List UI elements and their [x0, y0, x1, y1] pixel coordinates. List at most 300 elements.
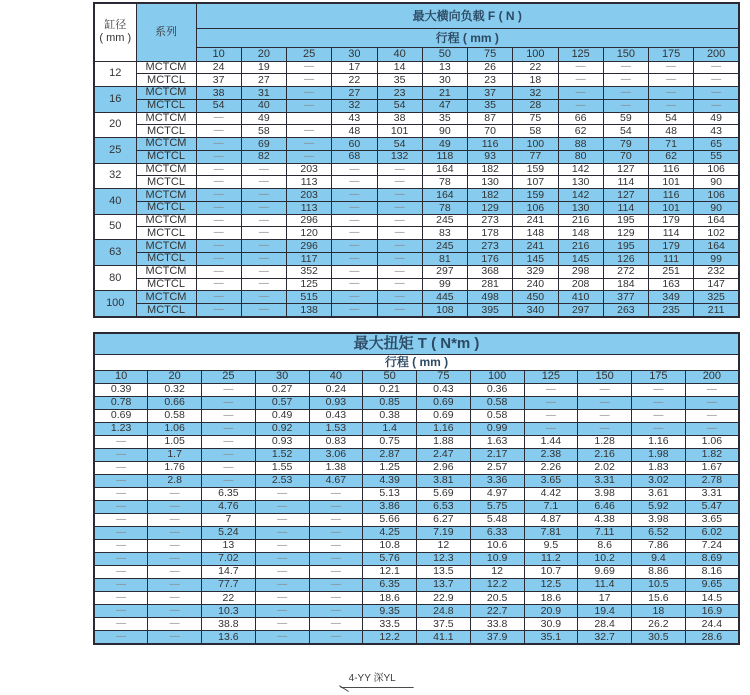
- torque-value-cell: —: [309, 526, 363, 539]
- load-value-cell: —: [196, 291, 241, 304]
- load-value-cell: —: [694, 99, 739, 112]
- torque-value-cell: 13.7: [417, 578, 471, 591]
- torque-value-cell: —: [309, 617, 363, 630]
- load-value-cell: 90: [422, 125, 467, 138]
- load-value-cell: 164: [694, 214, 739, 227]
- torque-table-row: [94, 461, 739, 474]
- series-cell: MCTCM: [136, 87, 196, 100]
- stroke-col-header: 200: [685, 370, 739, 383]
- load-value-cell: 13: [422, 61, 467, 74]
- torque-value-cell: 2.8: [148, 474, 202, 487]
- torque-value-cell: 1.06: [148, 422, 202, 435]
- torque-table-row: [94, 435, 739, 448]
- torque-value-cell: 0.57: [255, 396, 309, 409]
- torque-table-row: [94, 526, 739, 539]
- torque-value-cell: 10.3: [202, 604, 256, 617]
- torque-value-cell: 3.36: [470, 474, 524, 487]
- series-cell: MCTCM: [136, 163, 196, 176]
- load-value-cell: —: [332, 214, 377, 227]
- torque-value-cell: —: [578, 383, 632, 396]
- torque-value-cell: —: [309, 513, 363, 526]
- load-value-cell: 79: [603, 138, 648, 151]
- stroke-col-header: 20: [241, 47, 286, 61]
- load-value-cell: 298: [558, 265, 603, 278]
- load-value-cell: —: [196, 227, 241, 240]
- load-table-body: [94, 61, 739, 317]
- torque-value-cell: —: [524, 383, 578, 396]
- torque-value-cell: 9.65: [685, 578, 739, 591]
- torque-value-cell: 22: [202, 591, 256, 604]
- torque-value-cell: —: [148, 617, 202, 630]
- torque-value-cell: —: [255, 604, 309, 617]
- torque-table-row: [94, 474, 739, 487]
- stroke-col-header: 20: [148, 370, 202, 383]
- torque-value-cell: 5.13: [363, 487, 417, 500]
- torque-value-cell: 12: [470, 565, 524, 578]
- torque-value-cell: —: [255, 630, 309, 644]
- torque-value-cell: 33.8: [470, 617, 524, 630]
- stroke-col-header: 175: [649, 47, 694, 61]
- load-value-cell: 164: [694, 240, 739, 253]
- load-value-cell: 77: [513, 150, 558, 163]
- torque-value-cell: 0.66: [148, 396, 202, 409]
- torque-table-row: [94, 565, 739, 578]
- bore-header-line2: ( mm ): [99, 32, 132, 45]
- torque-value-cell: 22.9: [417, 591, 471, 604]
- load-value-cell: 82: [241, 150, 286, 163]
- load-value-cell: 80: [558, 150, 603, 163]
- torque-value-cell: —: [524, 409, 578, 422]
- load-value-cell: 208: [558, 278, 603, 291]
- torque-value-cell: —: [202, 409, 256, 422]
- load-value-cell: —: [377, 189, 422, 202]
- torque-value-cell: 7.19: [417, 526, 471, 539]
- lateral-load-table: [93, 2, 740, 318]
- torque-value-cell: 17: [578, 591, 632, 604]
- torque-value-cell: 24.4: [685, 617, 739, 630]
- load-value-cell: 78: [422, 176, 467, 189]
- load-value-cell: 59: [603, 112, 648, 125]
- torque-value-cell: 1.67: [685, 461, 739, 474]
- torque-value-cell: 11.4: [578, 578, 632, 591]
- torque-value-cell: —: [255, 578, 309, 591]
- load-value-cell: 99: [422, 278, 467, 291]
- torque-value-cell: 12.2: [470, 578, 524, 591]
- torque-value-cell: 4.39: [363, 474, 417, 487]
- stroke-col-header: 75: [417, 370, 471, 383]
- torque-value-cell: 12.5: [524, 578, 578, 591]
- load-value-cell: 30: [422, 74, 467, 87]
- torque-value-cell: 18.6: [524, 591, 578, 604]
- torque-table-header: [94, 333, 739, 383]
- load-value-cell: 22: [332, 74, 377, 87]
- load-value-cell: 71: [649, 138, 694, 151]
- load-value-cell: 48: [649, 125, 694, 138]
- load-value-cell: 272: [603, 265, 648, 278]
- torque-value-cell: 2.53: [255, 474, 309, 487]
- torque-value-cell: 28.6: [685, 630, 739, 644]
- torque-value-cell: 10.6: [470, 539, 524, 552]
- torque-value-cell: 7.11: [578, 526, 632, 539]
- load-value-cell: 245: [422, 214, 467, 227]
- load-value-cell: 126: [603, 252, 648, 265]
- torque-value-cell: 3.98: [632, 513, 686, 526]
- load-value-cell: 106: [513, 201, 558, 214]
- torque-table-row: [94, 539, 739, 552]
- load-value-cell: [287, 112, 332, 125]
- torque-value-cell: 22.7: [470, 604, 524, 617]
- load-value-cell: 23: [377, 87, 422, 100]
- load-value-cell: —: [558, 87, 603, 100]
- load-value-cell: 120: [287, 227, 332, 240]
- torque-value-cell: 0.83: [309, 435, 363, 448]
- load-value-cell: 99: [694, 252, 739, 265]
- stroke-col-header: 175: [632, 370, 686, 383]
- load-value-cell: —: [377, 201, 422, 214]
- load-value-cell: 87: [468, 112, 513, 125]
- torque-value-cell: —: [202, 461, 256, 474]
- torque-value-cell: —: [632, 383, 686, 396]
- torque-value-cell: —: [94, 552, 148, 565]
- torque-value-cell: 9.4: [632, 552, 686, 565]
- torque-value-cell: —: [94, 500, 148, 513]
- torque-value-cell: 0.21: [363, 383, 417, 396]
- stroke-col-header: 30: [332, 47, 377, 61]
- torque-value-cell: 0.58: [470, 396, 524, 409]
- load-table-row: [94, 227, 739, 240]
- load-value-cell: 113: [287, 201, 332, 214]
- load-value-cell: 179: [649, 214, 694, 227]
- torque-value-cell: 0.85: [363, 396, 417, 409]
- torque-value-cell: —: [255, 591, 309, 604]
- series-cell: MCTCM: [136, 61, 196, 74]
- torque-value-cell: —: [148, 578, 202, 591]
- bore-cell: 63: [94, 240, 136, 266]
- series-header: 系列: [136, 3, 196, 61]
- torque-value-cell: 13: [202, 539, 256, 552]
- torque-value-cell: 0.43: [417, 383, 471, 396]
- series-cell: MCTCM: [136, 214, 196, 227]
- load-value-cell: —: [694, 61, 739, 74]
- torque-value-cell: —: [255, 487, 309, 500]
- load-value-cell: —: [287, 99, 332, 112]
- torque-value-cell: 12.1: [363, 565, 417, 578]
- torque-value-cell: 6.53: [417, 500, 471, 513]
- stroke-col-header: 75: [468, 47, 513, 61]
- torque-table-row: [94, 500, 739, 513]
- torque-value-cell: 7.1: [524, 500, 578, 513]
- load-value-cell: 68: [332, 150, 377, 163]
- torque-value-cell: 41.1: [417, 630, 471, 644]
- load-value-cell: 147: [694, 278, 739, 291]
- torque-value-cell: —: [309, 552, 363, 565]
- load-value-cell: 297: [558, 304, 603, 317]
- load-value-cell: 145: [558, 252, 603, 265]
- load-value-cell: —: [558, 99, 603, 112]
- load-value-cell: —: [649, 87, 694, 100]
- torque-value-cell: —: [309, 604, 363, 617]
- torque-value-cell: 1.76: [148, 461, 202, 474]
- load-value-cell: 410: [558, 291, 603, 304]
- torque-value-cell: 5.69: [417, 487, 471, 500]
- load-value-cell: 164: [422, 189, 467, 202]
- torque-value-cell: 0.27: [255, 383, 309, 396]
- torque-value-cell: 0.92: [255, 422, 309, 435]
- load-value-cell: 70: [468, 125, 513, 138]
- torque-value-cell: —: [255, 526, 309, 539]
- load-value-cell: 216: [558, 214, 603, 227]
- stroke-col-header: 50: [363, 370, 417, 383]
- load-table-row: [94, 125, 739, 138]
- load-value-cell: 54: [377, 138, 422, 151]
- load-value-cell: 445: [422, 291, 467, 304]
- load-value-cell: —: [332, 176, 377, 189]
- load-value-cell: 70: [603, 150, 648, 163]
- torque-value-cell: 2.78: [685, 474, 739, 487]
- load-value-cell: 27: [332, 87, 377, 100]
- load-value-cell: 195: [603, 214, 648, 227]
- torque-value-cell: 2.02: [578, 461, 632, 474]
- torque-value-cell: 0.69: [417, 409, 471, 422]
- torque-value-cell: 1.55: [255, 461, 309, 474]
- torque-value-cell: 14.7: [202, 565, 256, 578]
- stroke-col-header: 100: [470, 370, 524, 383]
- load-value-cell: 273: [468, 240, 513, 253]
- load-value-cell: 130: [558, 176, 603, 189]
- load-value-cell: 106: [694, 189, 739, 202]
- torque-value-cell: 1.28: [578, 435, 632, 448]
- torque-table-row: [94, 422, 739, 435]
- stroke-col-header: 125: [558, 47, 603, 61]
- torque-value-cell: 6.52: [632, 526, 686, 539]
- stroke-col-header: 40: [377, 47, 422, 61]
- load-table-row: [94, 87, 739, 100]
- load-value-cell: 35: [377, 74, 422, 87]
- load-value-cell: —: [332, 252, 377, 265]
- load-value-cell: —: [196, 176, 241, 189]
- torque-title: 最大扭矩 T ( N*m ): [94, 333, 739, 354]
- torque-value-cell: 1.82: [685, 448, 739, 461]
- torque-value-cell: —: [148, 552, 202, 565]
- load-value-cell: 26: [468, 61, 513, 74]
- torque-value-cell: 6.46: [578, 500, 632, 513]
- torque-value-cell: —: [148, 500, 202, 513]
- torque-value-cell: —: [94, 617, 148, 630]
- bore-cell: 20: [94, 112, 136, 138]
- load-value-cell: 296: [287, 240, 332, 253]
- load-table-row: [94, 304, 739, 317]
- load-value-cell: 100: [513, 138, 558, 151]
- torque-value-cell: 4.76: [202, 500, 256, 513]
- load-table-row: [94, 163, 739, 176]
- torque-value-cell: —: [632, 422, 686, 435]
- series-cell: MCTCM: [136, 189, 196, 202]
- load-value-cell: 47: [422, 99, 467, 112]
- load-value-cell: 90: [694, 176, 739, 189]
- load-value-cell: —: [603, 61, 648, 74]
- torque-value-cell: 2.17: [470, 448, 524, 461]
- torque-value-cell: 1.23: [94, 422, 148, 435]
- torque-value-cell: 6.35: [202, 487, 256, 500]
- torque-value-cell: 12.3: [417, 552, 471, 565]
- torque-value-cell: 10.5: [632, 578, 686, 591]
- torque-value-cell: 0.99: [470, 422, 524, 435]
- load-value-cell: 78: [422, 201, 467, 214]
- torque-value-cell: 3.86: [363, 500, 417, 513]
- load-value-cell: 18: [513, 74, 558, 87]
- load-table-row: [94, 99, 739, 112]
- torque-value-cell: 7.02: [202, 552, 256, 565]
- load-value-cell: 62: [649, 150, 694, 163]
- load-value-cell: 101: [377, 125, 422, 138]
- load-value-cell: 23: [468, 74, 513, 87]
- load-value-cell: —: [649, 74, 694, 87]
- bore-cell: 50: [94, 214, 136, 240]
- load-value-cell: —: [332, 163, 377, 176]
- bore-cell: 12: [94, 61, 136, 87]
- load-value-cell: 21: [422, 87, 467, 100]
- torque-value-cell: 2.38: [524, 448, 578, 461]
- load-value-cell: 203: [287, 189, 332, 202]
- torque-value-cell: 9.69: [578, 565, 632, 578]
- bore-cell: 25: [94, 138, 136, 164]
- load-value-cell: —: [332, 265, 377, 278]
- torque-value-cell: —: [685, 409, 739, 422]
- load-value-cell: 148: [558, 227, 603, 240]
- bore-cell: 80: [94, 265, 136, 291]
- load-value-cell: 101: [649, 176, 694, 189]
- load-value-cell: 37: [196, 74, 241, 87]
- torque-value-cell: 8.69: [685, 552, 739, 565]
- torque-value-cell: 5.24: [202, 526, 256, 539]
- load-value-cell: —: [332, 240, 377, 253]
- torque-value-cell: —: [94, 526, 148, 539]
- load-value-cell: 178: [468, 227, 513, 240]
- load-table-row: [94, 189, 739, 202]
- load-value-cell: —: [196, 278, 241, 291]
- torque-table-row: [94, 487, 739, 500]
- load-value-cell: 88: [558, 138, 603, 151]
- load-value-cell: —: [196, 265, 241, 278]
- torque-value-cell: —: [202, 383, 256, 396]
- torque-value-cell: 13.6: [202, 630, 256, 644]
- load-value-cell: —: [332, 278, 377, 291]
- load-value-cell: 216: [558, 240, 603, 253]
- torque-value-cell: 1.16: [632, 435, 686, 448]
- series-cell: MCTCL: [136, 125, 196, 138]
- load-value-cell: —: [287, 74, 332, 87]
- load-value-cell: 35: [468, 99, 513, 112]
- torque-value-cell: 6.35: [363, 578, 417, 591]
- torque-value-cell: 7.24: [685, 539, 739, 552]
- torque-value-cell: —: [202, 474, 256, 487]
- load-value-cell: —: [377, 265, 422, 278]
- torque-value-cell: 4.42: [524, 487, 578, 500]
- torque-value-cell: 0.93: [255, 435, 309, 448]
- load-value-cell: 107: [513, 176, 558, 189]
- load-value-cell: 38: [377, 112, 422, 125]
- load-value-cell: 340: [513, 304, 558, 317]
- torque-value-cell: —: [685, 383, 739, 396]
- load-value-cell: 245: [422, 240, 467, 253]
- load-value-cell: —: [649, 61, 694, 74]
- torque-table-row: [94, 578, 739, 591]
- load-value-cell: —: [241, 227, 286, 240]
- torque-value-cell: —: [202, 396, 256, 409]
- load-value-cell: 273: [468, 214, 513, 227]
- load-value-cell: 117: [287, 252, 332, 265]
- load-value-cell: —: [241, 291, 286, 304]
- load-value-cell: 240: [513, 278, 558, 291]
- load-value-cell: 116: [468, 138, 513, 151]
- torque-value-cell: —: [94, 604, 148, 617]
- torque-value-cell: 3.02: [632, 474, 686, 487]
- load-value-cell: —: [241, 278, 286, 291]
- torque-value-cell: 3.98: [578, 487, 632, 500]
- load-value-cell: 515: [287, 291, 332, 304]
- load-value-cell: —: [196, 240, 241, 253]
- torque-value-cell: 16.9: [685, 604, 739, 617]
- load-value-cell: 296: [287, 214, 332, 227]
- torque-value-cell: 12: [417, 539, 471, 552]
- torque-value-cell: 20.9: [524, 604, 578, 617]
- torque-value-cell: —: [94, 513, 148, 526]
- torque-value-cell: 28.4: [578, 617, 632, 630]
- torque-value-cell: —: [578, 396, 632, 409]
- load-value-cell: 145: [513, 252, 558, 265]
- load-value-cell: 66: [558, 112, 603, 125]
- load-value-cell: 43: [332, 112, 377, 125]
- torque-value-cell: 1.7: [148, 448, 202, 461]
- load-value-cell: 55: [694, 150, 739, 163]
- torque-value-cell: 5.92: [632, 500, 686, 513]
- torque-value-cell: 4.38: [578, 513, 632, 526]
- load-value-cell: 43: [694, 125, 739, 138]
- load-value-cell: —: [241, 214, 286, 227]
- load-value-cell: 58: [513, 125, 558, 138]
- load-value-cell: —: [603, 99, 648, 112]
- torque-value-cell: 6.02: [685, 526, 739, 539]
- torque-value-cell: —: [94, 435, 148, 448]
- stroke-col-header: 10: [196, 47, 241, 61]
- torque-value-cell: 6.33: [470, 526, 524, 539]
- torque-value-cell: 1.44: [524, 435, 578, 448]
- torque-table-row: [94, 604, 739, 617]
- torque-value-cell: 4.25: [363, 526, 417, 539]
- series-cell: MCTCL: [136, 252, 196, 265]
- load-value-cell: 38: [196, 87, 241, 100]
- torque-value-cell: —: [148, 539, 202, 552]
- load-value-cell: 69: [241, 138, 286, 151]
- series-cell: MCTCL: [136, 304, 196, 317]
- torque-value-cell: —: [148, 526, 202, 539]
- load-value-cell: 263: [603, 304, 648, 317]
- torque-value-cell: 2.96: [417, 461, 471, 474]
- load-value-cell: 159: [513, 189, 558, 202]
- load-value-cell: 281: [468, 278, 513, 291]
- load-table-row: [94, 150, 739, 163]
- series-cell: MCTCM: [136, 138, 196, 151]
- torque-value-cell: —: [255, 539, 309, 552]
- series-cell: MCTCL: [136, 201, 196, 214]
- load-value-cell: 377: [603, 291, 648, 304]
- stroke-col-header: 25: [202, 370, 256, 383]
- load-value-cell: —: [196, 150, 241, 163]
- load-value-cell: 37: [468, 87, 513, 100]
- load-value-cell: 19: [241, 61, 286, 74]
- bore-cell: 100: [94, 291, 136, 317]
- torque-value-cell: 30.5: [632, 630, 686, 644]
